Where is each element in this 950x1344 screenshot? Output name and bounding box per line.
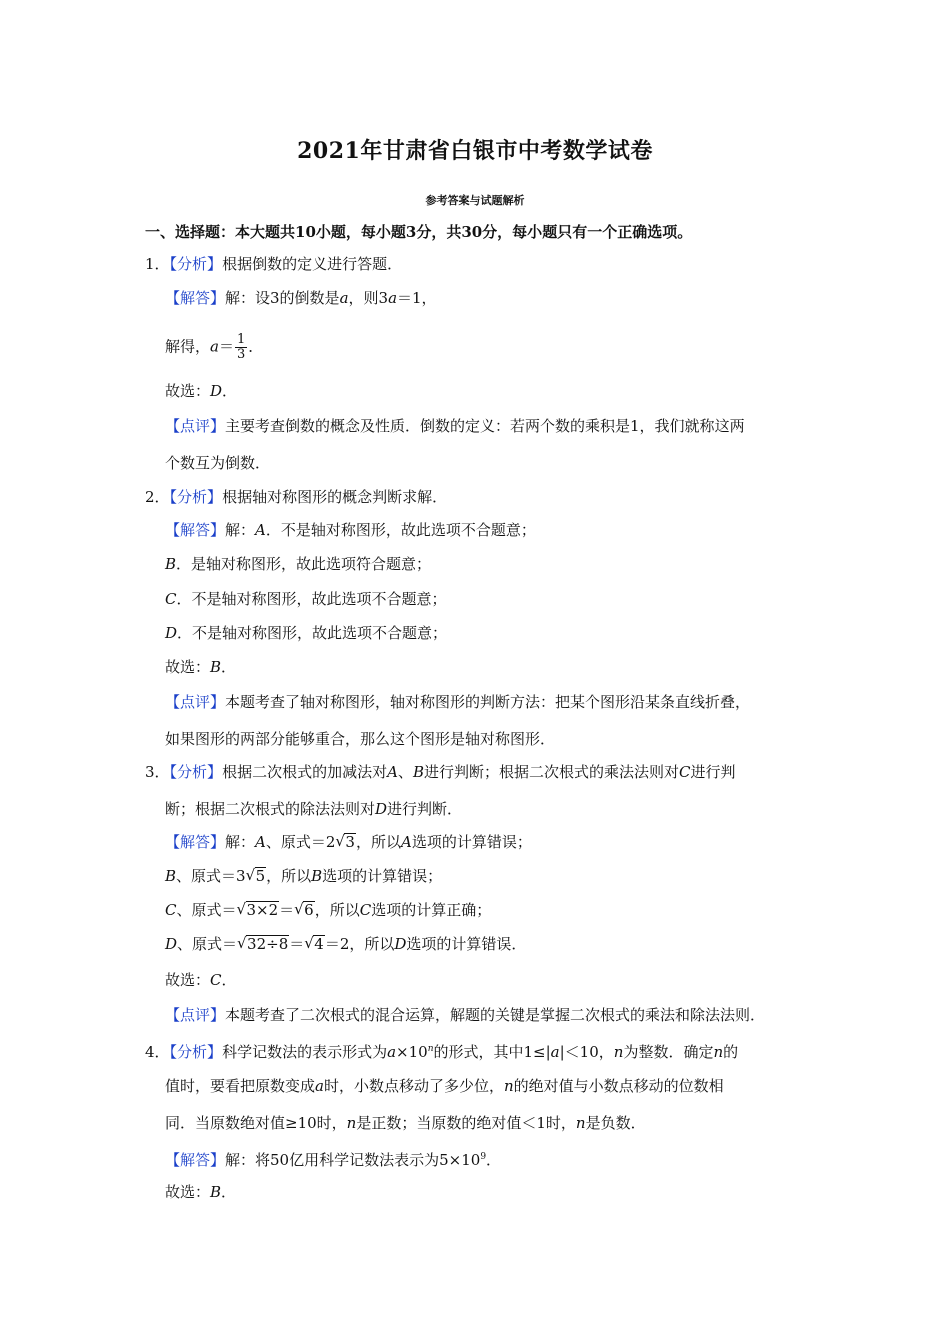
q3-answer-b: B、原式＝3 √ 5，所以B选项的计算错误； bbox=[165, 866, 443, 885]
q4-choice: 故选：B． bbox=[165, 1183, 237, 1201]
fraction: $\frac{1}{3}$ bbox=[236, 332, 246, 362]
q3-number: 3． bbox=[145, 763, 170, 781]
comment-tag: 【点评】 bbox=[165, 417, 226, 435]
page-subtitle: 参考答案与试题解析 bbox=[425, 194, 525, 207]
q1-comment-cont: 个数互为倒数． bbox=[165, 454, 271, 472]
q1-solve: 解得，a＝ $\frac{1}{3}$ ． bbox=[165, 332, 264, 362]
sqrt-expression: √ 6 bbox=[294, 900, 314, 919]
section-heading: 一、选择题：本大题共10小题，每小题3分，共30分，每小题只有一个正确选项。 bbox=[145, 223, 693, 241]
q3-analysis: 3．【分析】根据二次根式的加减法对A、B进行判断；根据二次根式的乘法法则对C进行判 bbox=[145, 763, 736, 781]
q1-answer: 【解答】解：设3的倒数是a，则3a＝1， bbox=[165, 289, 437, 307]
answer-tag: 【解答】 bbox=[165, 289, 226, 307]
q4-analysis-cont: 值时，要看把原数变成a时，小数点移动了多少位，n的绝对值与小数点移动的位数相 bbox=[165, 1077, 724, 1095]
q2-number: 2． bbox=[145, 488, 170, 506]
q1-analysis: 1．【分析】根据倒数的定义进行答题． bbox=[145, 255, 403, 273]
q2-comment-cont: 如果图形的两部分能够重合，那么这个图形是轴对称图形． bbox=[165, 730, 556, 748]
q1-choice: 故选：D． bbox=[165, 382, 238, 400]
page-title: 2021年甘肃省白银市中考数学试卷 bbox=[297, 138, 653, 164]
q3-comment: 【点评】本题考查了二次根式的混合运算，解题的关键是掌握二次根式的乘法和除法法则． bbox=[165, 1006, 766, 1024]
q4-analysis: 4．【分析】科学记数法的表示形式为$a\times 10^n$的形式，其中1≤|a|＜10，n为整数．确定n的 bbox=[145, 1043, 739, 1061]
q3-answer-d: D、原式＝ √ 32÷8＝ √ 4＝2，所以D选项的计算错误． bbox=[165, 934, 527, 953]
sqrt-expression: √ 5 bbox=[245, 866, 266, 885]
q2-analysis: 2．【分析】根据轴对称图形的概念判断求解． bbox=[145, 488, 448, 506]
q2-choice: 故选：B． bbox=[165, 658, 237, 676]
q4-answer: 【解答】解：将50亿用科学记数法表示为$5\times 10^9$． bbox=[165, 1151, 502, 1169]
q4-analysis-cont2: 同．当原数绝对值≥10时，n是正数；当原数的绝对值＜1时，n是负数． bbox=[165, 1114, 646, 1132]
q2-option-d: D．不是轴对称图形，故此选项不合题意； bbox=[165, 624, 448, 642]
q1-comment: 【点评】主要考查倒数的概念及性质．倒数的定义：若两个数的乘积是1，我们就称这两 bbox=[165, 417, 745, 435]
q2-option-b: B．是轴对称图形，故此选项符合题意； bbox=[165, 555, 432, 573]
q2-option-c: C．不是轴对称图形，故此选项不合题意； bbox=[165, 590, 447, 608]
sqrt-expression: √ 32÷8 bbox=[237, 934, 289, 953]
sqrt-expression: √ 4 bbox=[304, 934, 324, 953]
q3-answer-c: C、原式＝ √ 3×2＝ √ 6，所以C选项的计算正确； bbox=[165, 900, 492, 919]
sqrt-expression: √ 3×2 bbox=[236, 900, 279, 919]
analysis-tag: 【分析】 bbox=[169, 255, 223, 273]
q4-number: 4． bbox=[145, 1043, 170, 1061]
q2-comment: 【点评】本题考查了轴对称图形，轴对称图形的判断方法：把某个图形沿某条直线折叠， bbox=[165, 693, 751, 711]
q3-choice: 故选：C． bbox=[165, 971, 237, 989]
q3-answer-a: 【解答】解：A、原式＝2 √ 3，所以A选项的计算错误； bbox=[165, 832, 532, 851]
q2-answer: 【解答】解：A．不是轴对称图形，故此选项不合题意； bbox=[165, 521, 536, 539]
sqrt-expression: √ 3 bbox=[335, 832, 355, 851]
q1-number: 1． bbox=[145, 255, 170, 273]
q3-analysis-cont: 断；根据二次根式的除法法则对D进行判断． bbox=[165, 800, 463, 818]
